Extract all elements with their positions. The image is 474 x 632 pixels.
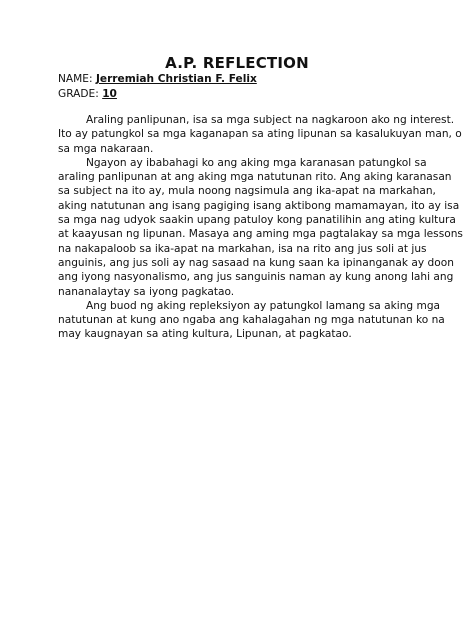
paragraph-line: Ito ay patungkol sa mga kaganapan sa ating lipunan sa kasalukuyan man, o — [58, 128, 462, 141]
paragraph-line: natutunan at kung ano ngaba ang kahalagahan ng mga natutunan ko na — [58, 314, 445, 327]
grade-label: GRADE: — [58, 88, 99, 100]
paragraph-line: at kaayusan ng lipunan. Masaya ang aming mga pagtalakay sa mga lessons — [58, 228, 463, 241]
paragraph-line: sa subject na ito ay, mula noong nagsimula ang ika-apat na markahan, — [58, 185, 436, 198]
student-name: Jerremiah Christian F. Felix — [95, 73, 257, 85]
paragraph-3 — [58, 299, 445, 342]
paragraph-line: ang iyong nasyonalismo, ang jus sanguinis naman ay kung anong lahi ang — [58, 271, 454, 284]
grade-line — [58, 87, 117, 101]
reflection-body — [58, 113, 463, 342]
paragraph-line: na nakapaloob sa ika-apat na markahan, isa na rito ang jus soli at jus — [58, 242, 427, 255]
paragraph-line: Araling panlipunan, isa sa mga subject na nagkaroon ako ng interest. — [86, 114, 455, 126]
paragraph-line: sa mga nakaraan. — [58, 142, 154, 155]
paragraph-line: sa mga nag udyok saakin upang patuloy kong panatilihin ang ating kultura — [58, 214, 456, 227]
paragraph-1 — [58, 113, 462, 156]
name-label: NAME: — [58, 73, 93, 85]
paragraph-line: araling panlipunan at ang aking mga natutunan rito. Ang aking karanasan — [58, 171, 452, 184]
paragraph-2 — [58, 156, 463, 299]
paragraph-line: Ang buod ng aking repleksiyon ay patungkol lamang sa aking mga — [86, 299, 441, 312]
paragraph-line: may kaugnayan sa ating kultura, Lipunan, at pagkatao. — [58, 328, 352, 341]
paragraph-line: aking natutunan ang isang pagiging isang aktibong mamamayan, ito ay isa — [58, 199, 460, 212]
grade-value: 10 — [102, 88, 117, 100]
paragraph-line: Ngayon ay ibabahagi ko ang aking mga karanasan patungkol sa — [86, 156, 427, 169]
document-title: A.P. REFLECTION — [165, 54, 309, 72]
name-line — [58, 72, 257, 86]
paragraph-line: nananalaytay sa iyong pagkatao. — [58, 285, 235, 298]
paragraph-line: anguinis, ang jus soli ay nag sasaad na kung saan ka ipinanganak ay doon — [58, 256, 454, 269]
